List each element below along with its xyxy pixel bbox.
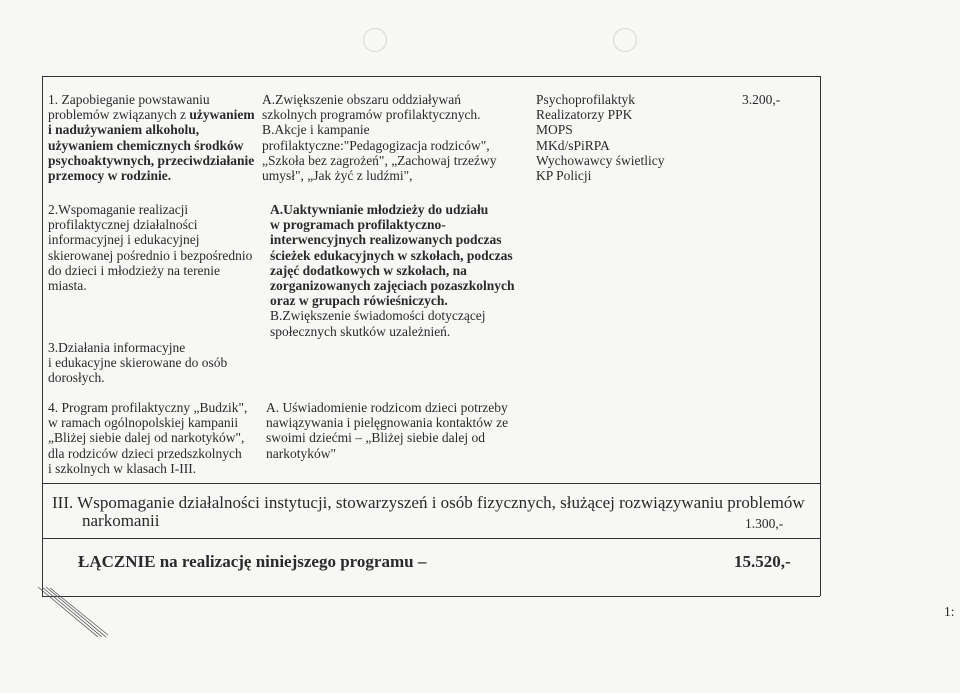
row2-action-line: ścieżek edukacyjnych w szkołach, podczas (270, 247, 513, 263)
row2-task-line: miasta. (48, 278, 87, 294)
page-number: 1: (944, 604, 955, 619)
row4-action-line: narkotyków" (266, 445, 336, 461)
total-amount: 15.520,- (734, 552, 791, 571)
row1-implementer: Realizatorzy PPK (536, 107, 633, 123)
row4-task-line: 4. Program profilaktyczny „Budzik", (48, 400, 248, 415)
row2-task-line: informacyjnej i edukacyjnej (48, 232, 200, 248)
row1-task-line: 1. Zapobieganie powstawaniu (48, 92, 210, 107)
row2-task (48, 202, 258, 293)
punch-hole-right (613, 28, 637, 52)
section3-amount: 1.300,- (745, 516, 784, 531)
row1-task-line: psychoaktywnych, przeciwdziałanie (48, 152, 255, 168)
row1-action-line: „Szkoła bez zagrożeń", „Zachowaj trzeźwy (262, 152, 497, 168)
row1-implementer: MOPS (536, 122, 573, 138)
row4-task-line: i szkolnych w klasach I-III. (48, 460, 197, 476)
row1-task-line (48, 107, 258, 122)
row1-implementer: Psychoprofilaktyk (536, 92, 635, 107)
row2-action-line: A.Uaktywnianie młodzieży do udziału (270, 202, 489, 217)
row1-task (48, 92, 258, 183)
row2-action-line: zorganizowanych zajęciach pozaszkolnych (270, 278, 515, 294)
row1-amount: 3.200,- (742, 92, 781, 107)
total-label: ŁĄCZNIE na realizację niniejszego programu – (78, 552, 427, 571)
row1-action-line: umysł", „Jak żyć z ludźmi", (262, 168, 413, 184)
row2-task-line: do dzieci i młodzieży na terenie (48, 262, 221, 278)
table-top-border (42, 76, 820, 77)
row1-implementers (536, 92, 696, 183)
row2-action-line: zajęć dodatkowych w szkołach, na (270, 262, 467, 278)
table-total-divider (42, 538, 820, 539)
row2-task-line: 2.Wspomaganie realizacji (48, 202, 189, 217)
row4-task-line: w ramach ogólnopolskiej kampanii (48, 415, 239, 431)
row1-actions (262, 92, 532, 183)
row2-task-line: profilaktycznej działalności (48, 217, 198, 233)
section3-heading: III. Wspomaganie działalności instytucji, stowarzyszeń i osób fizycznych, służącej rozwiązywaniu problemów (52, 493, 805, 512)
row3-task-line: 3.Działania informacyjne (48, 340, 186, 355)
row3-task-line: dorosłych. (48, 370, 105, 386)
row4-action-line: nawiązywania i pielęgnowania kontaktów ze (266, 415, 509, 431)
section3-heading-cont: narkomanii (82, 511, 160, 530)
row1-action-line: szkolnych programów profilaktycznych. (262, 107, 481, 123)
row1-task-line: i nadużywaniem alkoholu, (48, 122, 200, 138)
row1-action-line: A.Zwiększenie obszaru oddziaływań (262, 92, 462, 107)
row1-implementer: KP Policji (536, 168, 592, 184)
row1-task-line: przemocy w rodzinie. (48, 168, 172, 184)
table-bottom-border (42, 596, 820, 597)
row1-implementer: Wychowawcy świetlicy (536, 152, 665, 168)
row2-action-line: B.Zwiększenie świadomości dotyczącej (270, 308, 486, 324)
row2-action-line: interwencyjnych realizowanych podczas (270, 232, 502, 248)
row2-action-line: społecznych skutków uzależnień. (270, 323, 451, 339)
table-right-border (820, 76, 821, 596)
row2-actions (270, 202, 540, 339)
row1-action-line: B.Akcje i kampanie (262, 122, 370, 138)
punch-hole-left (363, 28, 387, 52)
row4-task-line: „Bliżej siebie dalej od narkotyków", (48, 430, 245, 446)
row4-task (48, 400, 263, 476)
row4-actions (266, 400, 536, 461)
row1-task-bold: używaniem (189, 107, 255, 123)
row4-action-line: swoimi dziećmi – „Bliżej siebie dalej od (266, 430, 485, 446)
row3-task-line: i edukacyjne skierowane do osób (48, 355, 228, 371)
row3-task (48, 340, 258, 386)
row2-action-line: oraz w grupach rówieśniczych. (270, 293, 448, 309)
row1-implementer: MKd/sPiRPA (536, 137, 610, 153)
table-section-divider (42, 483, 820, 484)
row2-task-line: skierowanej pośrednio i bezpośrednio (48, 247, 253, 263)
diagonal-hatch-mark (36, 585, 116, 645)
row4-task-line: dla rodziców dzieci przedszkolnych (48, 445, 242, 461)
row4-action-line: A. Uświadomienie rodzicom dzieci potrzeby (266, 400, 508, 415)
table-left-border (42, 76, 43, 596)
row1-action-line: profilaktyczne:"Pedagogizacja rodziców", (262, 137, 490, 153)
row1-task-text: problemów związanych z (48, 107, 190, 123)
row2-action-line: w programach profilaktyczno- (270, 217, 446, 233)
row1-task-line: używaniem chemicznych środków (48, 137, 244, 153)
